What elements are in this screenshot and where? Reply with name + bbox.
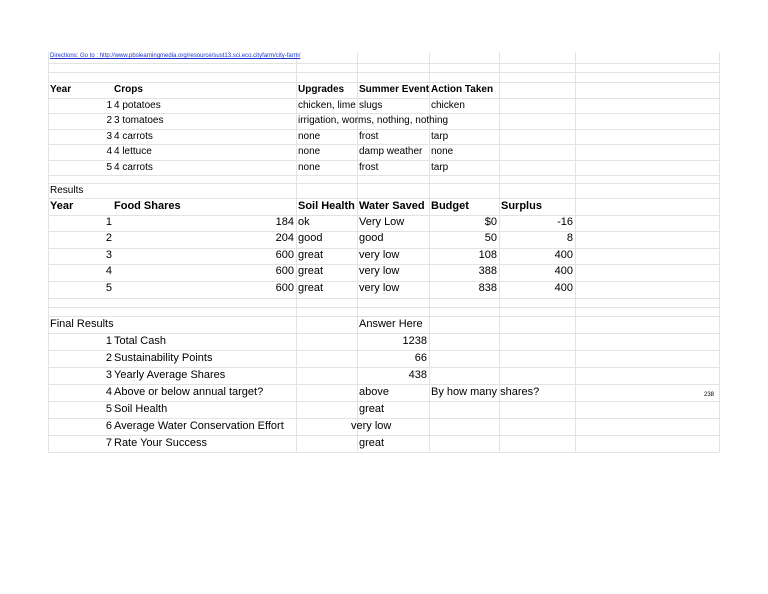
crops-header-row xyxy=(48,82,719,99)
col-header-crops: Crops xyxy=(114,84,143,95)
final-item-number: 4 xyxy=(105,386,112,398)
crop-name: 4 lettuce xyxy=(114,146,152,157)
result-budget: $0 xyxy=(484,216,497,228)
results-row[interactable] xyxy=(48,215,719,232)
crop-action: none xyxy=(431,146,454,157)
final-item-answer[interactable]: great xyxy=(359,437,385,449)
col-header-soil-health: Soil Health xyxy=(298,200,355,212)
final-item-number: 7 xyxy=(105,437,112,449)
result-water-saved: very low xyxy=(359,282,400,294)
crop-name: 4 potatoes xyxy=(114,100,161,111)
crop-year: 1 xyxy=(106,100,112,111)
final-item-row[interactable] xyxy=(48,367,719,385)
final-item-answer[interactable]: 1238 xyxy=(402,335,427,347)
result-year: 5 xyxy=(105,282,112,294)
crop-row[interactable] xyxy=(48,144,719,161)
result-water-saved: very low xyxy=(359,249,400,261)
final-item-row[interactable] xyxy=(48,384,719,402)
result-budget: 838 xyxy=(478,282,497,294)
col-header-water-saved: Water Saved xyxy=(359,200,425,212)
result-budget: 108 xyxy=(478,249,497,261)
col-header-action-taken: Action Taken xyxy=(431,84,494,95)
results-label-row xyxy=(48,183,719,199)
result-food-shares: 600 xyxy=(275,265,294,277)
crop-row[interactable] xyxy=(48,129,719,145)
final-item-answer[interactable]: 438 xyxy=(408,369,427,381)
crop-upgrades: chicken, lime xyxy=(298,100,356,111)
final-item-number: 6 xyxy=(105,420,112,432)
result-year: 1 xyxy=(105,216,112,228)
crop-event: slugs xyxy=(359,100,383,111)
results-header-row xyxy=(48,198,719,216)
result-surplus: 400 xyxy=(554,282,573,294)
final-results-header-row xyxy=(48,316,719,334)
crop-upgrades: none xyxy=(298,146,321,157)
final-item-label: Above or below annual target? xyxy=(114,386,264,398)
result-soil-health: great xyxy=(298,282,324,294)
col-header-year: Year xyxy=(50,200,74,212)
result-year: 4 xyxy=(105,265,112,277)
col-header-surplus: Surplus xyxy=(501,200,542,212)
crop-row[interactable] xyxy=(48,160,719,176)
final-item-number: 3 xyxy=(105,369,112,381)
final-item-row[interactable] xyxy=(48,401,719,419)
final-item-number: 2 xyxy=(105,352,112,364)
final-item-row[interactable] xyxy=(48,333,719,351)
crop-name: 3 tomatoes xyxy=(114,115,164,126)
result-soil-health: good xyxy=(298,232,323,244)
crop-upgrades: none xyxy=(298,131,321,142)
results-label: Results xyxy=(50,185,84,196)
result-food-shares: 184 xyxy=(275,216,294,228)
final-item-answer[interactable]: 66 xyxy=(414,352,427,364)
result-food-shares: 600 xyxy=(275,282,294,294)
result-budget: 50 xyxy=(484,232,497,244)
final-item-row[interactable] xyxy=(48,435,719,453)
crop-name: 4 carrots xyxy=(114,131,153,142)
crop-event: damp weather xyxy=(359,146,423,157)
crop-row[interactable] xyxy=(48,113,719,130)
final-item-answer[interactable]: very low xyxy=(351,420,392,432)
crop-year: 4 xyxy=(106,146,112,157)
directions-link[interactable]: Directions: Go to : http://www.pbslearningmedia.org/resource/sust13.sci.eco.cityfarm/city-farm/ xyxy=(50,53,301,59)
result-food-shares: 600 xyxy=(275,249,294,261)
results-row[interactable] xyxy=(48,231,719,249)
crop-action: tarp xyxy=(431,162,449,173)
results-row[interactable] xyxy=(48,248,719,265)
final-item-row[interactable] xyxy=(48,418,719,436)
final-item-label: Rate Your Success xyxy=(114,437,207,449)
final-item-label: Average Water Conservation Effort xyxy=(114,420,284,432)
crop-year: 3 xyxy=(106,131,112,142)
final-item-number: 1 xyxy=(105,335,112,347)
gridline xyxy=(719,52,720,452)
crop-year: 2 xyxy=(106,115,112,126)
final-item-label: Sustainability Points xyxy=(114,352,213,364)
result-year: 3 xyxy=(105,249,112,261)
crop-name: 4 carrots xyxy=(114,162,153,173)
final-item-answer[interactable]: above xyxy=(359,386,389,398)
result-water-saved: good xyxy=(359,232,384,244)
crop-upgrades: none xyxy=(298,162,321,173)
result-water-saved: Very Low xyxy=(359,216,405,228)
side-note-value: 238 xyxy=(704,392,715,398)
results-row[interactable] xyxy=(48,264,719,282)
crop-year: 5 xyxy=(106,162,112,173)
result-food-shares: 204 xyxy=(275,232,294,244)
result-surplus: 400 xyxy=(554,265,573,277)
final-results-label: Final Results xyxy=(50,318,114,330)
result-budget: 388 xyxy=(478,265,497,277)
crop-event: frost xyxy=(359,131,379,142)
final-item-answer[interactable]: great xyxy=(359,403,385,415)
result-surplus: 400 xyxy=(554,249,573,261)
col-header-budget: Budget xyxy=(431,200,469,212)
crop-row[interactable] xyxy=(48,98,719,114)
result-year: 2 xyxy=(105,232,112,244)
answer-here-label: Answer Here xyxy=(359,318,423,330)
col-header-upgrades: Upgrades xyxy=(298,84,345,95)
final-item-label: Total Cash xyxy=(114,335,166,347)
final-item-label: Soil Health xyxy=(114,403,168,415)
crop-action: chicken xyxy=(431,100,465,111)
result-surplus: -16 xyxy=(557,216,573,228)
crop-event: frost xyxy=(359,162,379,173)
final-item-row[interactable] xyxy=(48,350,719,368)
result-soil-health: great xyxy=(298,249,324,261)
result-water-saved: very low xyxy=(359,265,400,277)
crop-action: tarp xyxy=(431,131,449,142)
result-surplus: 8 xyxy=(566,232,573,244)
result-soil-health: great xyxy=(298,265,324,277)
col-header-food-shares: Food Shares xyxy=(114,200,181,212)
final-item-number: 5 xyxy=(105,403,112,415)
result-soil-health: ok xyxy=(298,216,310,228)
shares-question: By how many shares? xyxy=(431,386,540,398)
final-item-label: Yearly Average Shares xyxy=(114,369,226,381)
col-header-summer-event: Summer Event xyxy=(359,84,430,95)
results-row[interactable] xyxy=(48,281,719,299)
crop-upgrades: irrigation, worms, nothing, nothing xyxy=(298,115,449,126)
col-header-year: Year xyxy=(50,84,72,95)
